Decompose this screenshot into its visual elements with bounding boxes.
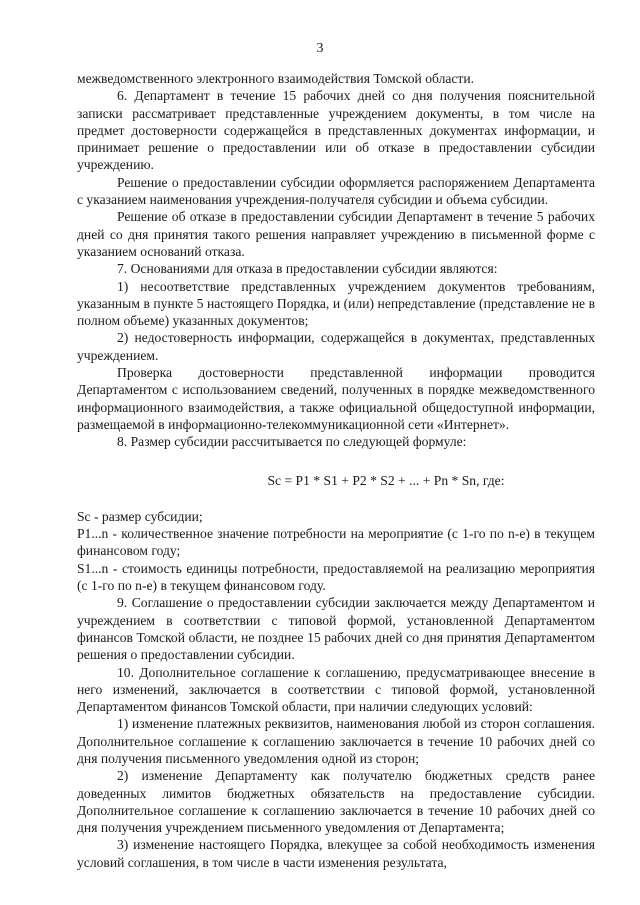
document-body	[77, 70, 595, 871]
paragraph-10-2: 2) изменение Департаменту как получателю бюджетных средств ранее доведенных лимитов бюджетных обязательств на предоставление субсидии. Дополнительное соглашение к соглашению заключается в течение 10 рабочих дней со дня получения учреждением письменного уведомления от Департамента;	[77, 768, 595, 836]
definition-p: P1...n - количественное значение потребности на мероприятие (с 1-го по n-е) в текущем финансовом году;	[77, 526, 595, 559]
paragraph-7-1: 1) несоответствие представленных учреждением документов требованиям, указанным в пункте 5 настоящего Порядка, и (или) непредставление (представление не в полном объеме) указанных документов;	[77, 278, 595, 329]
definition-s: S1...n - стоимость единицы потребности, предоставляемой на реализацию мероприятия (с 1-го по n-е) в текущем финансовом году.	[77, 560, 595, 594]
paragraph-7-check: Проверка достоверности представленной информации проводится Департаментом с использованием сведений, полученных в порядке межведомственного информационного взаимодействия, а также официальной общедоступной информации, размещаемой в информационно-телекоммуникационной сети «Интернет».	[77, 365, 595, 432]
paragraph-6-decision: Решение о предоставлении субсидии оформляется распоряжением Департамента с указанием наименования учреждения-получателя субсидии и объема субсидии.	[77, 174, 595, 208]
paragraph-8: 8. Размер субсидии рассчитывается по следующей формуле:	[117, 434, 467, 450]
paragraph-10-1: 1) изменение платежных реквизитов, наименования любой из сторон соглашения. Дополнительное соглашение к соглашению заключается в течение 10 рабочих дней со дня получения письменного уведомления одной из сторон;	[77, 716, 595, 766]
paragraph-continued: межведомственного электронного взаимодействия Томской области.	[77, 71, 475, 86]
subsidy-formula: Sc = P1 * S1 + P2 * S2 + ... + Pn * Sn, где:	[267, 472, 505, 488]
paragraph-6-refusal: Решение об отказе в предоставлении субсидии Департамент в течение 5 рабочих дней со дня принятия такого решения направляет учреждению в письменной форме с указанием оснований отказа.	[77, 209, 595, 259]
paragraph-6: 6. Департамент в течение 15 рабочих дней со дня получения пояснительной записки рассматривает представленные учреждением документы, в том числе на предмет достоверности содержащейся в представленных документах информации, и принимает решение о предоставлении или об отказе в предоставлении субсидии учреждению.	[77, 88, 595, 173]
paragraph-7: 7. Основаниями для отказа в предоставлении субсидии являются:	[117, 261, 498, 277]
definition-sc: Sc - размер субсидии;	[77, 508, 203, 524]
paragraph-7-2: 2) недостоверность информации, содержащейся в документах, представленных учреждением.	[77, 330, 595, 363]
paragraph-10: 10. Дополнительное соглашение к соглашению, предусматривающее внесение в него изменений, заключается в соответствии с типовой формой, установленной Департаментом финансов Томской области, при наличии следующих условий:	[77, 664, 595, 715]
paragraph-9: 9. Соглашение о предоставлении субсидии заключается между Департаментом и учреждением в соответствии с типовой формой, установленной Департаментом финансов Томской области, не позднее 15 рабочих дней со дня принятия Департаментом решения о предоставлении субсидии.	[77, 595, 595, 663]
page-number: 3	[316, 41, 324, 56]
paragraph-10-3: 3) изменение настоящего Порядка, влекущее за собой необходимость изменения условий соглашения, в том числе в части изменения результата,	[77, 837, 595, 870]
